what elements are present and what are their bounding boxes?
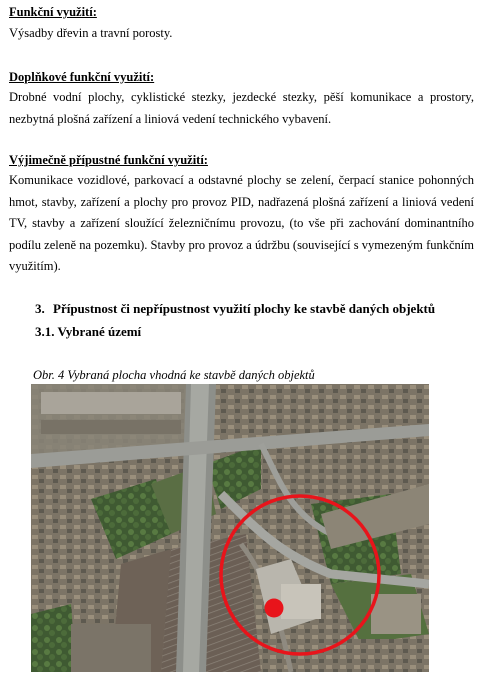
section-heading-3-1: 3.1. Vybrané území	[35, 324, 142, 339]
text-line: hmot, stavby, zařízení a plochy pro provoz PID, nadřazená plošná zařízení a liniová vedení	[9, 194, 474, 209]
text-line: nezbytná plošná zařízení a liniová vedení technického vybavení.	[9, 111, 332, 126]
aerial-map-figure	[31, 384, 429, 672]
section-heading-3	[35, 301, 435, 317]
text-line: Komunikace vozidlové, parkovací a odstavné plochy se zelení, čerpací stanice pohonných	[9, 173, 474, 187]
paragraph-functional-use	[9, 23, 474, 45]
paragraph-exceptional-use	[9, 170, 474, 278]
section-title: Přípustnost či nepřípustnost využití plochy ke stavbě daných objektů	[53, 301, 436, 316]
text-line: TV, stavby a zařízení sloužící železničnímu provozu, (to vše při zachování dominantního	[9, 216, 474, 230]
heading-supplementary-use: Doplňkové funkční využití:	[9, 70, 155, 84]
text-line: podílu zeleně na pozemku). Stavby pro provoz a údržbu (související s vymezeným funkčním	[9, 237, 474, 252]
figure-caption: Obr. 4 Vybraná plocha vhodná ke stavbě daných objektů	[33, 368, 315, 382]
heading-exceptional-use: Výjimečně přípustné funkční využití:	[9, 153, 208, 167]
text-line: využitím).	[9, 259, 61, 273]
heading-functional-use: Funkční využití:	[9, 5, 97, 19]
location-marker	[265, 599, 284, 618]
aerial-photo	[31, 384, 429, 672]
section-number: 3.	[35, 301, 45, 316]
text-line: Výsadby dřevin a travní porosty.	[9, 26, 173, 40]
text-line: Drobné vodní plochy, cyklistické stezky, jezdecké stezky, pěší komunikace a prostory,	[9, 90, 474, 104]
paragraph-supplementary-use	[9, 87, 474, 130]
